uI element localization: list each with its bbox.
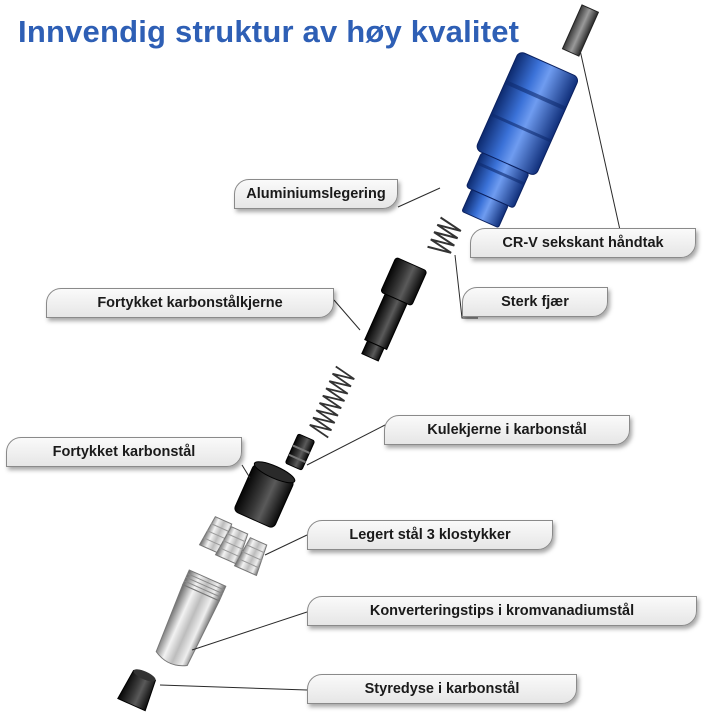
leader-lines <box>160 50 620 690</box>
label-guide-nozzle: Styredyse i karbonstål <box>307 674 577 704</box>
ball-core <box>285 434 314 471</box>
label-ball-core: Kulekjerne i karbonstål <box>384 415 630 445</box>
carbon-steel-core <box>355 257 428 364</box>
guide-nozzle <box>118 666 160 711</box>
label-handle: CR-V sekskant håndtak <box>470 228 696 258</box>
strong-spring <box>428 218 463 257</box>
long-spring <box>308 366 356 437</box>
label-core: Fortykket karbonstålkjerne <box>46 288 334 318</box>
hex-shank <box>562 5 598 56</box>
label-spring: Sterk fjær <box>462 287 608 317</box>
label-conversion-tip: Konverteringstips i kromvanadiumstål <box>307 596 697 626</box>
label-aluminium: Aluminiumslegering <box>234 179 398 209</box>
label-alloy-jaws: Legert stål 3 klostykker <box>307 520 553 550</box>
label-thick-steel: Fortykket karbonstål <box>6 437 242 467</box>
page-title: Innvendig struktur av høy kvalitet <box>18 14 520 49</box>
alloy-jaws <box>200 516 270 576</box>
aluminium-handle-body <box>450 51 579 233</box>
conversion-tip <box>151 570 225 671</box>
thick-carbon-steel-sleeve <box>233 458 297 529</box>
